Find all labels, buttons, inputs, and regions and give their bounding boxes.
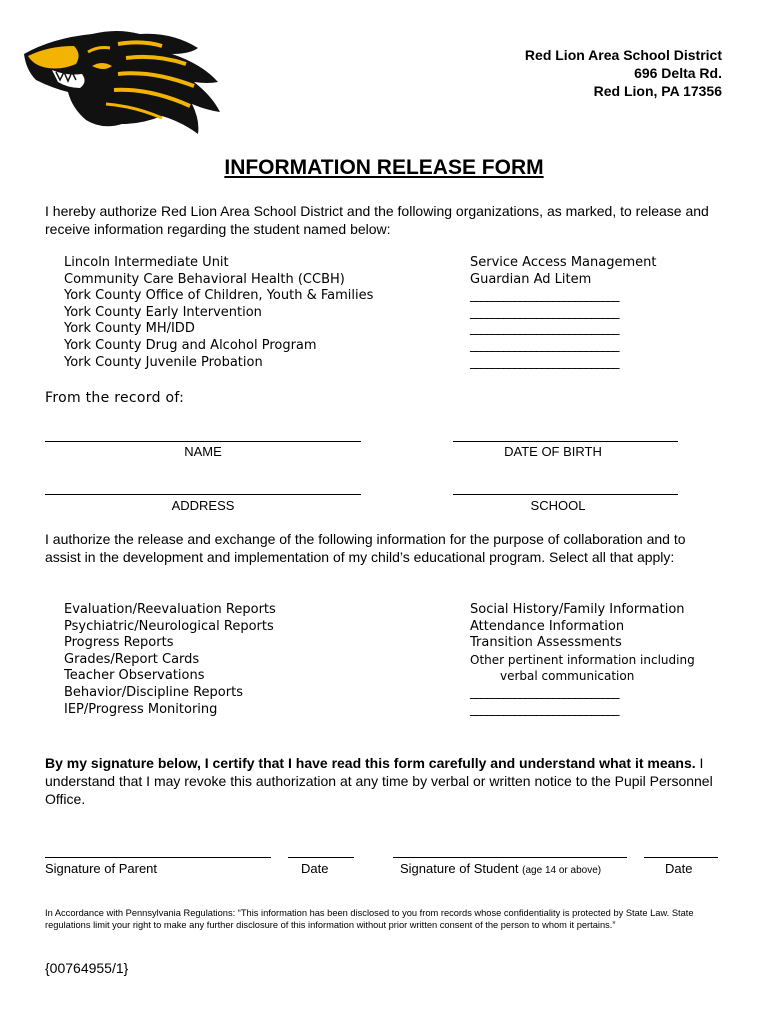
info-item[interactable]: Grades/Report Cards [64, 651, 200, 667]
student-signature-field[interactable] [393, 857, 627, 858]
district-street: 696 Delta Rd. [634, 65, 722, 81]
district-logo [22, 24, 226, 140]
student-date-caption: Date [665, 861, 693, 876]
info-blank-line[interactable]: ___________________________ [470, 684, 619, 700]
info-types-right-list [470, 602, 695, 718]
document-id: {00764955/1} [45, 960, 129, 976]
authorize-paragraph: I authorize the release and exchange of the following information for the purpose of collaboration and to assist in the development and implementation of my child’s educational program. Select all that apply: [45, 531, 686, 565]
parent-signature-field[interactable] [45, 857, 271, 858]
org-item[interactable]: Guardian Ad Litem [470, 271, 592, 287]
info-item[interactable]: Behavior/Discipline Reports [64, 684, 243, 700]
info-item[interactable]: IEP/Progress Monitoring [64, 701, 218, 717]
form-title-text: INFORMATION RELEASE FORM [224, 156, 544, 179]
info-item[interactable]: Transition Assessments [470, 635, 622, 651]
certify-paragraph [45, 754, 725, 808]
dob-field[interactable] [453, 441, 678, 442]
student-signature-label: Signature of Student [400, 861, 519, 876]
organizations-right-list [470, 255, 656, 371]
address-field[interactable] [45, 494, 361, 495]
org-item[interactable]: York County Drug and Alcohol Program [64, 337, 317, 353]
info-blank-line[interactable]: ___________________________ [470, 701, 619, 717]
panther-head-icon [22, 24, 226, 140]
address-caption: ADDRESS [171, 498, 235, 513]
student-date-field[interactable] [644, 857, 718, 858]
dob-caption: DATE OF BIRTH [504, 444, 602, 459]
org-blank-line[interactable]: ___________________________ [470, 304, 619, 320]
org-blank-line[interactable]: ___________________________ [470, 321, 619, 337]
info-item[interactable]: Psychiatric/Neurological Reports [64, 618, 274, 634]
org-item[interactable]: Service Access Management [470, 255, 657, 270]
form-title [0, 156, 768, 180]
info-item[interactable]: Social History/Family Information [470, 602, 685, 617]
certify-rest: I understand that I may revoke this authorization at any time by verbal or written notice to the Pupil Personnel Office. [45, 755, 713, 807]
org-item[interactable]: York County Office of Children, Youth & Families [64, 288, 374, 304]
info-item-other-cont: verbal communication [500, 669, 635, 684]
info-item[interactable]: Teacher Observations [64, 668, 205, 684]
info-item[interactable]: Progress Reports [64, 635, 174, 651]
student-signature-caption [400, 861, 601, 877]
district-city: Red Lion, PA 17356 [593, 83, 722, 99]
intro-paragraph: I hereby authorize Red Lion Area School District and the following organizations, as marked, to release and receive information regarding the student named below: [45, 203, 709, 237]
record-label: From the record of: [45, 390, 185, 406]
org-blank-line[interactable]: ___________________________ [470, 337, 619, 353]
org-item[interactable]: Community Care Behavioral Health (CCBH) [64, 271, 345, 287]
org-item[interactable]: York County MH/IDD [64, 321, 195, 337]
parent-signature-caption: Signature of Parent [45, 861, 158, 876]
district-address [525, 46, 722, 100]
org-blank-line[interactable]: ___________________________ [470, 288, 619, 304]
org-blank-line[interactable]: ___________________________ [470, 354, 619, 370]
student-age-note: (age 14 or above) [522, 865, 602, 876]
school-caption: SCHOOL [530, 498, 586, 513]
info-item-other[interactable]: Other pertinent information including [470, 652, 695, 667]
district-name: Red Lion Area School District [524, 47, 722, 63]
name-field[interactable] [45, 441, 361, 442]
org-item[interactable]: York County Juvenile Probation [64, 354, 263, 370]
parent-date-field[interactable] [288, 857, 354, 858]
parent-date-caption: Date [301, 861, 329, 876]
info-item[interactable]: Attendance Information [470, 618, 625, 634]
org-item[interactable]: York County Early Intervention [64, 304, 262, 320]
certify-bold: By my signature below, I certify that I have read this form carefully and understand what it means. [45, 755, 696, 771]
organizations-left-list [64, 255, 373, 371]
school-field[interactable] [453, 494, 678, 495]
org-item[interactable]: Lincoln Intermediate Unit [64, 255, 229, 270]
info-item[interactable]: Evaluation/Reevaluation Reports [64, 602, 276, 617]
name-caption: NAME [184, 444, 222, 459]
legal-notice: In Accordance with Pennsylvania Regulations: “This information has been disclosed to you from records whose confidentiality is protected by State Law. State regulations limit your right to make any further disclosure of this information without prior written consent of the person to whom it pertains.” [45, 908, 694, 930]
info-types-left-list [64, 602, 276, 718]
